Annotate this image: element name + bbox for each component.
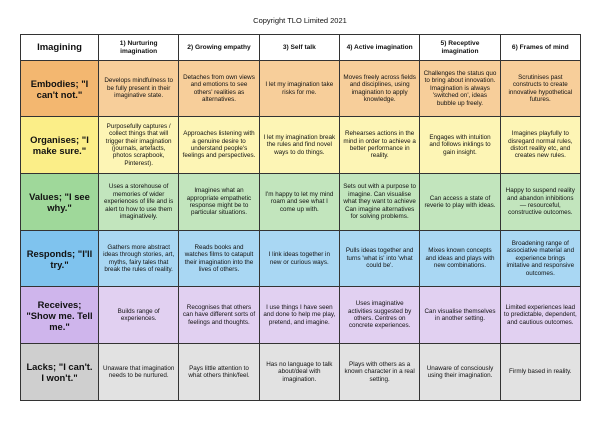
column-header: 1) Nurturing imagination (99, 35, 179, 61)
table-cell: Uses a storehouse of memories of wider experiences of life and is alert to how to use them imaginatively. (99, 174, 179, 231)
table-row-responds (21, 231, 581, 287)
row-label: Organises; "I make sure." (21, 117, 99, 174)
table-cell: I let my imagination break the rules and find novel ways to do things. (259, 117, 339, 174)
table-cell: Uses imaginative activities suggested by others. Centres on concrete experiences. (339, 287, 419, 344)
table-cell: Develops mindfulness to be fully present in their imaginative state. (99, 61, 179, 117)
table-cell: Happy to suspend reality and abandon inhibitions — resourceful, constructive outcomes. (500, 174, 580, 231)
column-header: 2) Growing empathy (179, 35, 259, 61)
column-header: 5) Receptive imagination (420, 35, 500, 61)
table-cell: I'm happy to let my mind roam and see what I come up with. (259, 174, 339, 231)
table-cell: Imagines what an appropriate empathetic response might be to particular situations. (179, 174, 259, 231)
table-cell: I use things I have seen and done to help me play, pretend, and imagine. (259, 287, 339, 344)
table-cell: Moves freely across fields and disciplines, using imagination to apply knowledge. (339, 61, 419, 117)
row-label: Receives; "Show me. Tell me." (21, 287, 99, 344)
table-cell: Recognises that others can have different sorts of feelings and thoughts. (179, 287, 259, 344)
row-label: Responds; "I'll try." (21, 231, 99, 287)
table-cell: Mixes known concepts and ideas and plays with new combinations. (420, 231, 500, 287)
table-row-organises (21, 117, 581, 174)
table-cell: Challenges the status quo to bring about innovation. Imagination is always 'switched on', ideas bubble up freely. (420, 61, 500, 117)
table-cell: Can access a state of reverie to play with ideas. (420, 174, 500, 231)
table-cell: Pulls ideas together and turns 'what is' into 'what could be'. (339, 231, 419, 287)
table-cell: Unaware that imagination needs to be nurtured. (99, 344, 179, 401)
column-header: 4) Active imagination (339, 35, 419, 61)
table-cell: Pays little attention to what others think/feel. (179, 344, 259, 401)
table-cell: Firmly based in reality. (500, 344, 580, 401)
row-label: Lacks; "I can't. I won't." (21, 344, 99, 401)
table-row-receives (21, 287, 581, 344)
table-cell: Broadening range of associative material and experience brings imitative and responsive outcomes. (500, 231, 580, 287)
header-row (21, 35, 581, 61)
table-cell: I let my imagination take risks for me. (259, 61, 339, 117)
column-header: 6) Frames of mind (500, 35, 580, 61)
table-cell: Gathers more abstract ideas through stories, art, myths, fairy tales that break the rules of reality. (99, 231, 179, 287)
table-cell: Sets out with a purpose to imagine. Can visualise what they want to achieve Can imagine alternatives for solving problems. (339, 174, 419, 231)
table-cell: Purposefully captures / collect things that will trigger their imagination (journals, artefacts, photos scrapbook, Pinterest). (99, 117, 179, 174)
table-cell: I link ideas together in new or curious ways. (259, 231, 339, 287)
imagining-rubric-table (20, 34, 581, 401)
table-row-values (21, 174, 581, 231)
column-header: 3) Self talk (259, 35, 339, 61)
table-cell: Scrutinises past constructs to create innovative hypothetical futures. (500, 61, 580, 117)
copyright-notice: Copyright TLO Limited 2021 (253, 16, 347, 25)
table-cell: Engages with intuition and follows inklings to gain insight. (420, 117, 500, 174)
row-label: Values; "I see why." (21, 174, 99, 231)
table-cell: Imagines playfully to disregard normal rules, distort reality etc, and creates new rules. (500, 117, 580, 174)
table-row-lacks (21, 344, 581, 401)
table-cell: Plays with others as a known character in a real setting. (339, 344, 419, 401)
table-cell: Approaches listening with a genuine desire to understand people's feelings and perspectives. (179, 117, 259, 174)
row-label: Embodies; "I can't not." (21, 61, 99, 117)
table-cell: Has no language to talk about/deal with imagination. (259, 344, 339, 401)
table-cell: Unaware of consciously using their imagination. (420, 344, 500, 401)
table-cell: Can visualise themselves in another setting. (420, 287, 500, 344)
table-cell: Reads books and watches films to catapult their imagination into the lives of others. (179, 231, 259, 287)
table-row-embodies (21, 61, 581, 117)
table-cell: Detaches from own views and emotions to see others' realities as alternatives. (179, 61, 259, 117)
table-title: Imagining (21, 35, 99, 61)
table-cell: Rehearses actions in the mind in order to achieve a better performance in reality. (339, 117, 419, 174)
table-cell: Builds range of experiences. (99, 287, 179, 344)
table-cell: Limited experiences lead to predictable, dependent, and cautious outcomes. (500, 287, 580, 344)
